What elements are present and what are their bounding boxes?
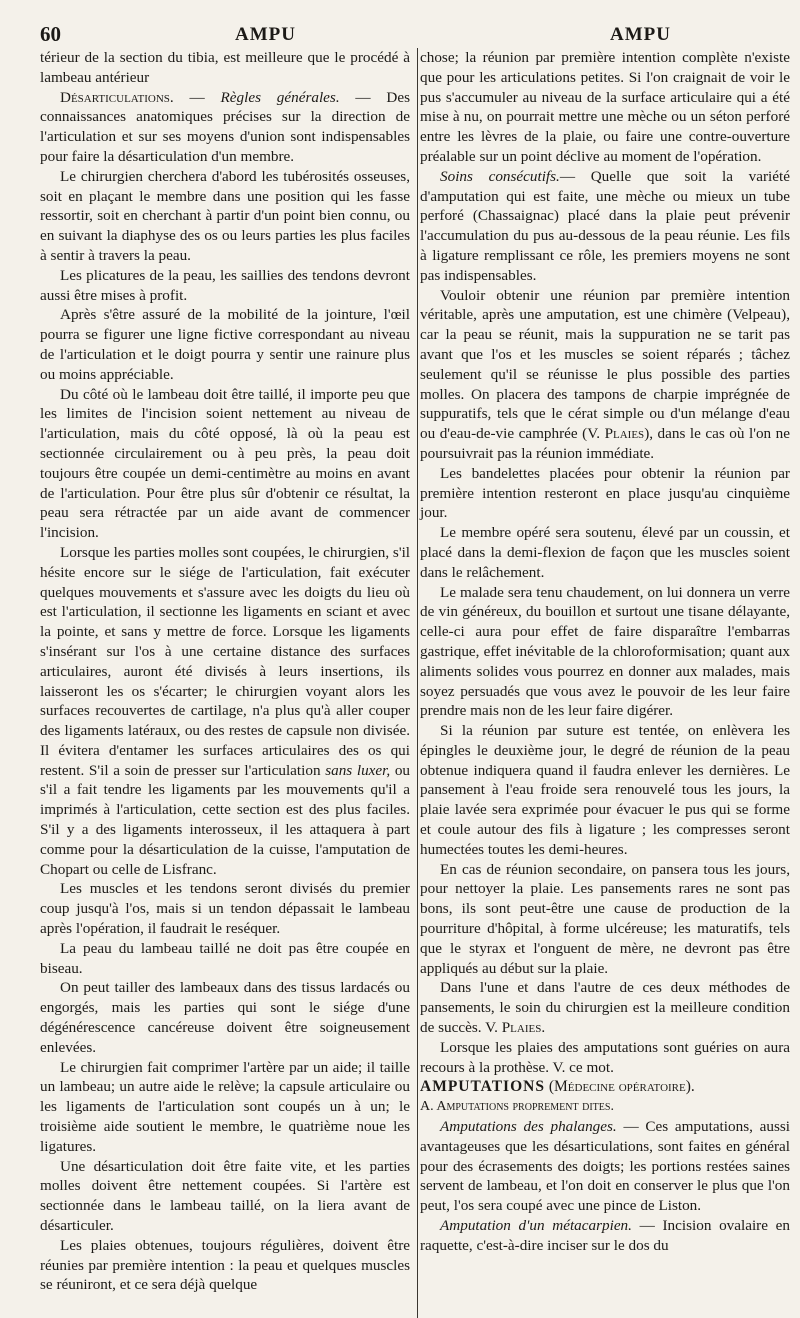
- paragraph: Lorsque les plaies des amputations sont guéries on aura recours à la prothèse. V. ce mot.: [420, 1038, 790, 1076]
- paragraph: Le chirurgien fait comprimer l'artère par un aide; il taille un lambeau; un autre aide le relève; la capsule articulaire ou les ligaments de l'articulation sont coupés un à un; le troisième aide soutient le membre, le quatrième noue les ligatures.: [40, 1058, 410, 1155]
- page-header: [40, 14, 790, 48]
- paragraph: Désarticulations. — Règles générales. — Des connaissances anatomiques précises sur la direction de l'articulation et sur ses moyens d'union sont indispensables pour faire la désarticulation d'un membre.: [40, 88, 411, 165]
- page-number: 60: [40, 22, 61, 46]
- subsection-head: A. Amputations proprement dites.: [420, 1099, 614, 1115]
- paragraph: Les muscles et les tendons seront divisés du premier coup jusqu'à l'os, mais si un tendon dépassait le lambeau après l'opération, il faudrait le reséquer.: [40, 880, 410, 938]
- paragraph: Si la réunion par suture est tentée, on enlèvera les épingles le deuxième jour, le degré de réunion de la peau obtenue indiquera quand il faudra enlever les dernières. Le pansement à l'eau froide sera renouvelé tous les jours, la plaie lavée sera exprimée pour évacuer le pus qui se forme et coule autour des fils à ligature ; les compresses seront humectées toutes les demi-heures.: [420, 722, 790, 858]
- column-divider: [417, 48, 418, 1318]
- text-columns: [40, 48, 790, 1295]
- paragraph: Le membre opéré sera soutenu, élevé par un coussin, et placé dans la demi-flexion de façon que les muscles soient dans le relâchement.: [420, 524, 790, 581]
- paragraph: Les bandelettes placées pour obtenir la réunion par première intention resteront en place jusqu'au cinquième jour.: [420, 464, 790, 522]
- paragraph: On peut tailler des lambeaux dans des tissus lardacés ou engorgés, mais les parties qui sont le siége d'une dégénérescence cancéreuse doivent être soigneusement enlevées.: [40, 979, 410, 1056]
- section-head: Désarticulations.: [60, 88, 174, 106]
- italic-heading: Amputations des phalanges.: [440, 1118, 617, 1136]
- right-column: [420, 48, 790, 1295]
- paragraph: Le malade sera tenu chaudement, on lui donnera un verre de vin généreux, du bouillon et surtout une tisane délayante, celle-ci aura pour effet de faire disparaître l'embarras gastrique, effet inévitable de la chloroformisation; quant aux aliments solides vous pourrez en donner aux malades, mais soyez persuadés que vous avez le pouvoir de les leur faire prendre mais non de les leur faire digérer.: [420, 583, 790, 720]
- paragraph: Après s'être assuré de la mobilité de la jointure, l'œil pourra se figurer une ligne fictive correspondant au niveau de l'articulation et le doigt pourra y sentir une rainure plus ou moins appréciable.: [40, 306, 410, 383]
- paragraph: En cas de réunion secondaire, on pansera tous les jours, pour nettoyer la plaie. Les pansements rares ne sont pas bons, ils sont peut-être une cause de production de la pourriture d'hôpital, à forme ulcéreuse; les maturatifs, tels que le styrax et l'onguent de mère, ne devront pas être appliqués au début sur la plaie.: [420, 860, 790, 977]
- paragraph: Soins consécutifs.— Quelle que soit la variété d'amputation qui est faite, une mèche ou mieux un tube perforé (Chassaignac) placé dans la plaie peut prévenir l'accumulation du pus au-dessous de la peau réunie. Les fils à ligature remplissant ce rôle, les premiers moyens ne sont pas indispensables.: [420, 167, 790, 284]
- paragraph: Les plaies obtenues, toujours régulières, doivent être réunies par première intention : la peau et quelques muscles se réuniront, et ce sera déjà quelque: [40, 1236, 410, 1294]
- paragraph: Amputations des phalanges. — Ces amputations, aussi avantageuses que les désarticulations, sont faites en général pour des écrasements des doigts; les portions restées saines servent de lambeau, et l'on doit en conserver le plus que l'on peut, l'os sera coupé avec une pince de Liston.: [420, 1118, 790, 1215]
- running-head-right: AMPU: [610, 24, 671, 45]
- paragraph: Les plicatures de la peau, les saillies des tendons devront aussi être mises à profit.: [40, 266, 410, 304]
- left-column: [40, 48, 410, 1295]
- section-title: AMPUTATIONS (Médecine opératoire).: [420, 1078, 695, 1096]
- paragraph: Une désarticulation doit être faite vite, et les parties molles doivent être nettement coupées. Si l'artère est sectionnée dans le lambeau taillé, on la liera avant de désarticuler.: [40, 1157, 410, 1235]
- paragraph: térieur de la section du tibia, est meilleure que le procédé à lambeau antérieur: [40, 49, 410, 86]
- paragraph: Le chirurgien cherchera d'abord les tubérosités osseuses, soit en plaçant le membre dans une position qui les fasse ressortir, soit en cherchant à partir d'un point bien connu, ou en suivant la diaphyse des os ou leurs parties les plus faciles à sentir à travers la peau.: [40, 167, 410, 264]
- italic-heading: Soins consécutifs.: [440, 167, 560, 185]
- paragraph: Dans l'une et dans l'autre de ces deux méthodes de pansements, le soin du chirurgien est la meilleure condition de succès. V. Plaies.: [420, 979, 790, 1037]
- paragraph: Amputation d'un métacarpien. — Incision ovalaire en raquette, c'est-à-dire inciser sur le dos du: [420, 1217, 790, 1254]
- paragraph: Lorsque les parties molles sont coupées, le chirurgien, s'il hésite encore sur le siége de l'articulation, fait exécuter quelques mouvements et s'assure avec les doigts du lieu où est l'articulation, il sectionne les ligaments en sciant et avec la pointe, et sans y mettre de force. Lorsque les ligaments s'insérant sur l'os à une certaine distance des surfaces articulaires, auront été divisés à leurs insertions, ils laisseront les os s'écarter; le chirurgien voyant alors les surfaces recouvertes de cartilage, n'a plus qu'à aller couper des ligaments latéraux, ou des restes de capsule non divisée. Il évitera d'entamer les surfaces articulaires des os qui restent. S'il a soin de presser sur l'articulation sans luxer, ou s'il a fait tendre les ligaments par les mouvements qu'il a imprimés à l'articulation, cette section est des plus faciles. S'il y a des ligaments interosseux, il les attaquera à part comme pour la désarticulation de la cuisse, l'amputation de Chopart ou celle de Lisfranc.: [40, 543, 411, 878]
- paragraph: Du côté où le lambeau doit être taillé, il importe peu que les limites de l'incision soient nettement au niveau de l'articulation, mais du côté opposé, là où la peau est sectionnée circulairement ou à peu près, la peau doit toujours être coupée un demi-centimètre au moins en avant de l'articulation. Pour être plus sûr d'obtenir ce résultat, la peau sera rétractée par un aide avant de commencer l'incision.: [40, 385, 410, 542]
- running-head-left: AMPU: [235, 24, 296, 45]
- paragraph: La peau du lambeau taillé ne doit pas être coupée en biseau.: [40, 939, 410, 977]
- paragraph: Vouloir obtenir une réunion par première intention véritable, après une amputation, est une chimère (Velpeau), car la peau se réunit, mais la suppuration ne se tarit pas avant que l'os et les muscles se soient réparés ; tâchez seulement qu'il se réunisse le plus possible des parties molles. On placera des tampons de charpie imprégnée de suppuratifs, tels que le cérat simple ou d'un mélange d'eau ou d'eau-de-vie camphrée (V. Plaies), dans le cas où l'on ne poursuivrait pas la réunion immédiate.: [420, 286, 791, 462]
- italic-heading: Amputation d'un métacarpien.: [440, 1217, 632, 1235]
- italic-heading: Règles générales.: [220, 88, 340, 106]
- paragraph: chose; la réunion par première intention complète n'existe que pour les articulations petites. Si l'on craignait de voir le pus s'accumuler au niveau de la surface articulaire qui a été mise à nu, on pourrait mettre une mèche ou un séton perforé entre les lèvres de la plaie, ou faire une contre-ouverture préalable sur un point déclive au moment de l'opération.: [420, 49, 790, 165]
